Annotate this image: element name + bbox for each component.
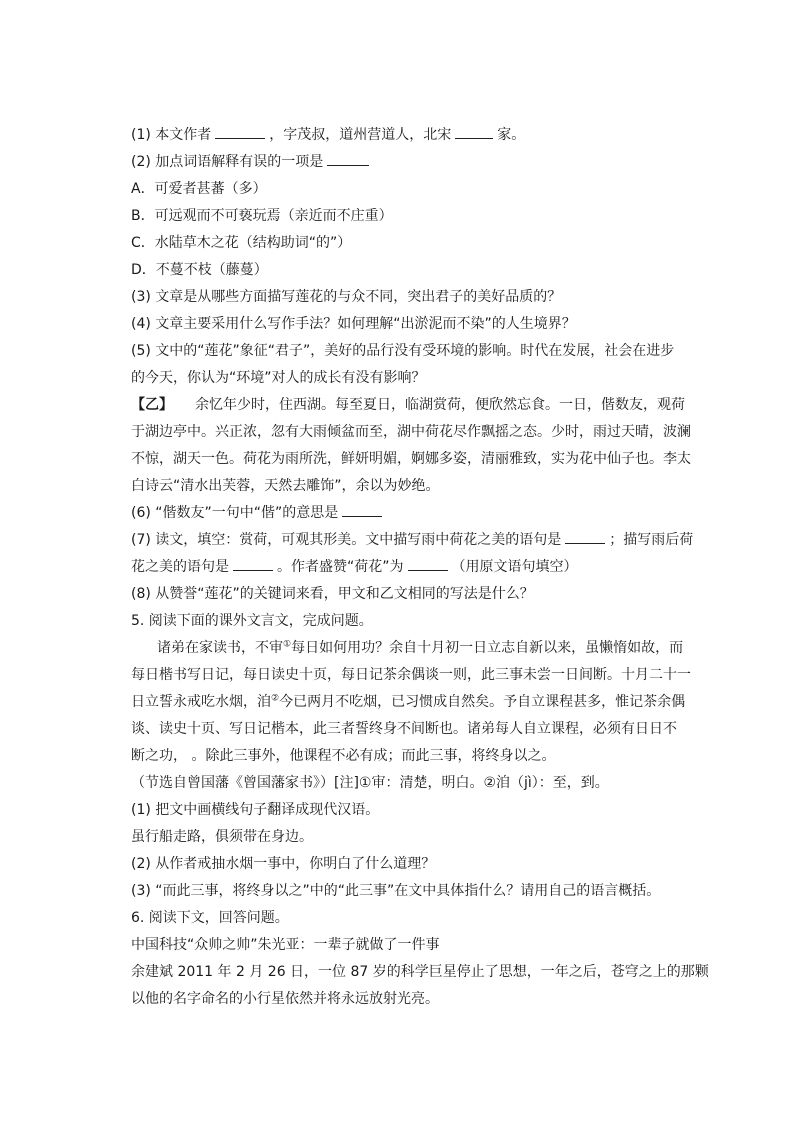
passage-yi-line-4: 白诗云“清水出芙蓉，天然去雕饰”，余以为妙绝。	[131, 478, 440, 494]
section-5-note: （节选自曾国藩《曾国藩家书》）[注]①审：清楚，明白。②洎（jì）：至，到。	[131, 775, 609, 791]
section-5-passage-line-4: 谈、读史十页、写日记楷本，此三者誓终身不间断也。诸弟每人自立课程，必须有日日不	[131, 721, 677, 737]
section-5-heading: 5. 阅读下面的课外文言文，完成问题。	[131, 613, 373, 629]
section-6-heading: 6. 阅读下文，回答问题。	[131, 910, 289, 926]
question-8: (8) 从赞誉“莲花”的关键词来看，甲文和乙文相同的写法是什么？	[131, 586, 534, 602]
section-5-passage-line-1: 诸弟在家读书，不审①每日如何用功？余自十月初一日立志自新以来，虽懒惰如故，而	[157, 639, 684, 656]
answer-blank	[565, 529, 605, 544]
question-6: (6) “偕数友”一句中“偕”的意思是	[131, 500, 694, 527]
option-a: A．可爱者甚蕃（多）	[131, 181, 267, 197]
question-7-line-1: (7) 读文，填空：赏荷，可观其形美。文中描写雨中荷花之美的语句是 ；描写雨后荷	[131, 527, 694, 554]
answer-blank	[215, 124, 265, 139]
question-5-line-2: 的今天，你认为“环境”对人的成长有没有影响？	[131, 370, 426, 386]
passage-yi-line-2: 于湖边亭中。兴正浓，忽有大雨倾盆而至，湖中荷花尽作飘摇之态。少时，雨过天晴，波澜	[131, 424, 691, 440]
section-5-passage-line-5: 断之功， 。除此三事外，他课程不必有成；而此三事，将终身以之。	[131, 748, 556, 764]
question-2: (2) 加点词语解释有误的一项是	[131, 149, 694, 176]
option-b: B．可远观而不可亵玩焉（亲近而不庄重）	[131, 208, 393, 224]
answer-blank	[233, 556, 273, 571]
question-4: (4) 文章主要采用什么写作手法？如何理解“出淤泥而不染”的人生境界？	[131, 316, 576, 332]
answer-blank	[408, 556, 448, 571]
footnote-marker: ①	[283, 639, 292, 650]
article-line-2: 以他的名字命名的小行星依然并将永远放射光亮。	[131, 991, 439, 1007]
section-5-question-3: (3) “而此三事，将终身以之”中的“此三事”在文中具体指什么？请用自己的语言概括。	[131, 883, 661, 899]
answer-blank	[327, 151, 369, 166]
section-5-question-1-sentence: 虽行船走路，俱须带在身边。	[131, 829, 313, 845]
section-5-passage-line-3: 日立誓永戒吃水烟，洎②今已两月不吃烟，已习惯成自然矣。予自立课程甚多，惟记茶余偶	[131, 693, 686, 710]
section-5-passage-line-2: 每日楷书写日记，每日读史十页，每日记茶余偶谈一则，此三事未尝一日间断。十月二十一	[131, 667, 691, 683]
passage-yi-line-3: 不惊，湖天一色。荷花为雨所洗，鲜妍明媚，婀娜多姿，清丽雅致，实为花中仙子也。李太	[131, 451, 691, 467]
article-title: 中国科技“众帅之帅”朱光亚：一辈子就做了一件事	[131, 937, 440, 953]
option-d: D．不蔓不枝（藤蔓）	[131, 262, 268, 278]
section-5-question-2: (2) 从作者戒抽水烟一事中，你明白了什么道理？	[131, 856, 436, 872]
option-c: C．水陆草木之花（结构助词“的”）	[131, 235, 352, 251]
passage-yi-tag: 【乙】	[131, 397, 173, 413]
question-1: (1) 本文作者 ，字茂叔，道州营道人，北宋 家。	[131, 122, 694, 149]
answer-blank	[455, 124, 493, 139]
passage-yi-line-1: 【乙】 余忆年少时，住西湖。每至夏日，临湖赏荷，便欣然忘食。一日，偕数友，观荷	[131, 397, 685, 413]
question-7-line-2: 花之美的语句是 。作者盛赞“荷花”为 （用原文语句填空）	[131, 554, 694, 581]
footnote-marker: ②	[271, 693, 280, 704]
answer-blank	[342, 502, 382, 517]
article-line-1: 余建斌 2011 年 2 月 26 日，一位 87 岁的科学巨星停止了思想，一年之后，苍穹之上的那颗	[131, 964, 709, 980]
question-3: (3) 文章是从哪些方面描写莲花的与众不同，突出君子的美好品质的？	[131, 289, 562, 305]
section-5-question-1: (1) 把文中画横线句子翻译成现代汉语。	[131, 802, 380, 818]
document-body	[131, 122, 709, 1013]
question-5-line-1: (5) 文中的“莲花”象征“君子”，美好的品行没有受环境的影响。时代在发展，社会在进步	[131, 343, 675, 359]
